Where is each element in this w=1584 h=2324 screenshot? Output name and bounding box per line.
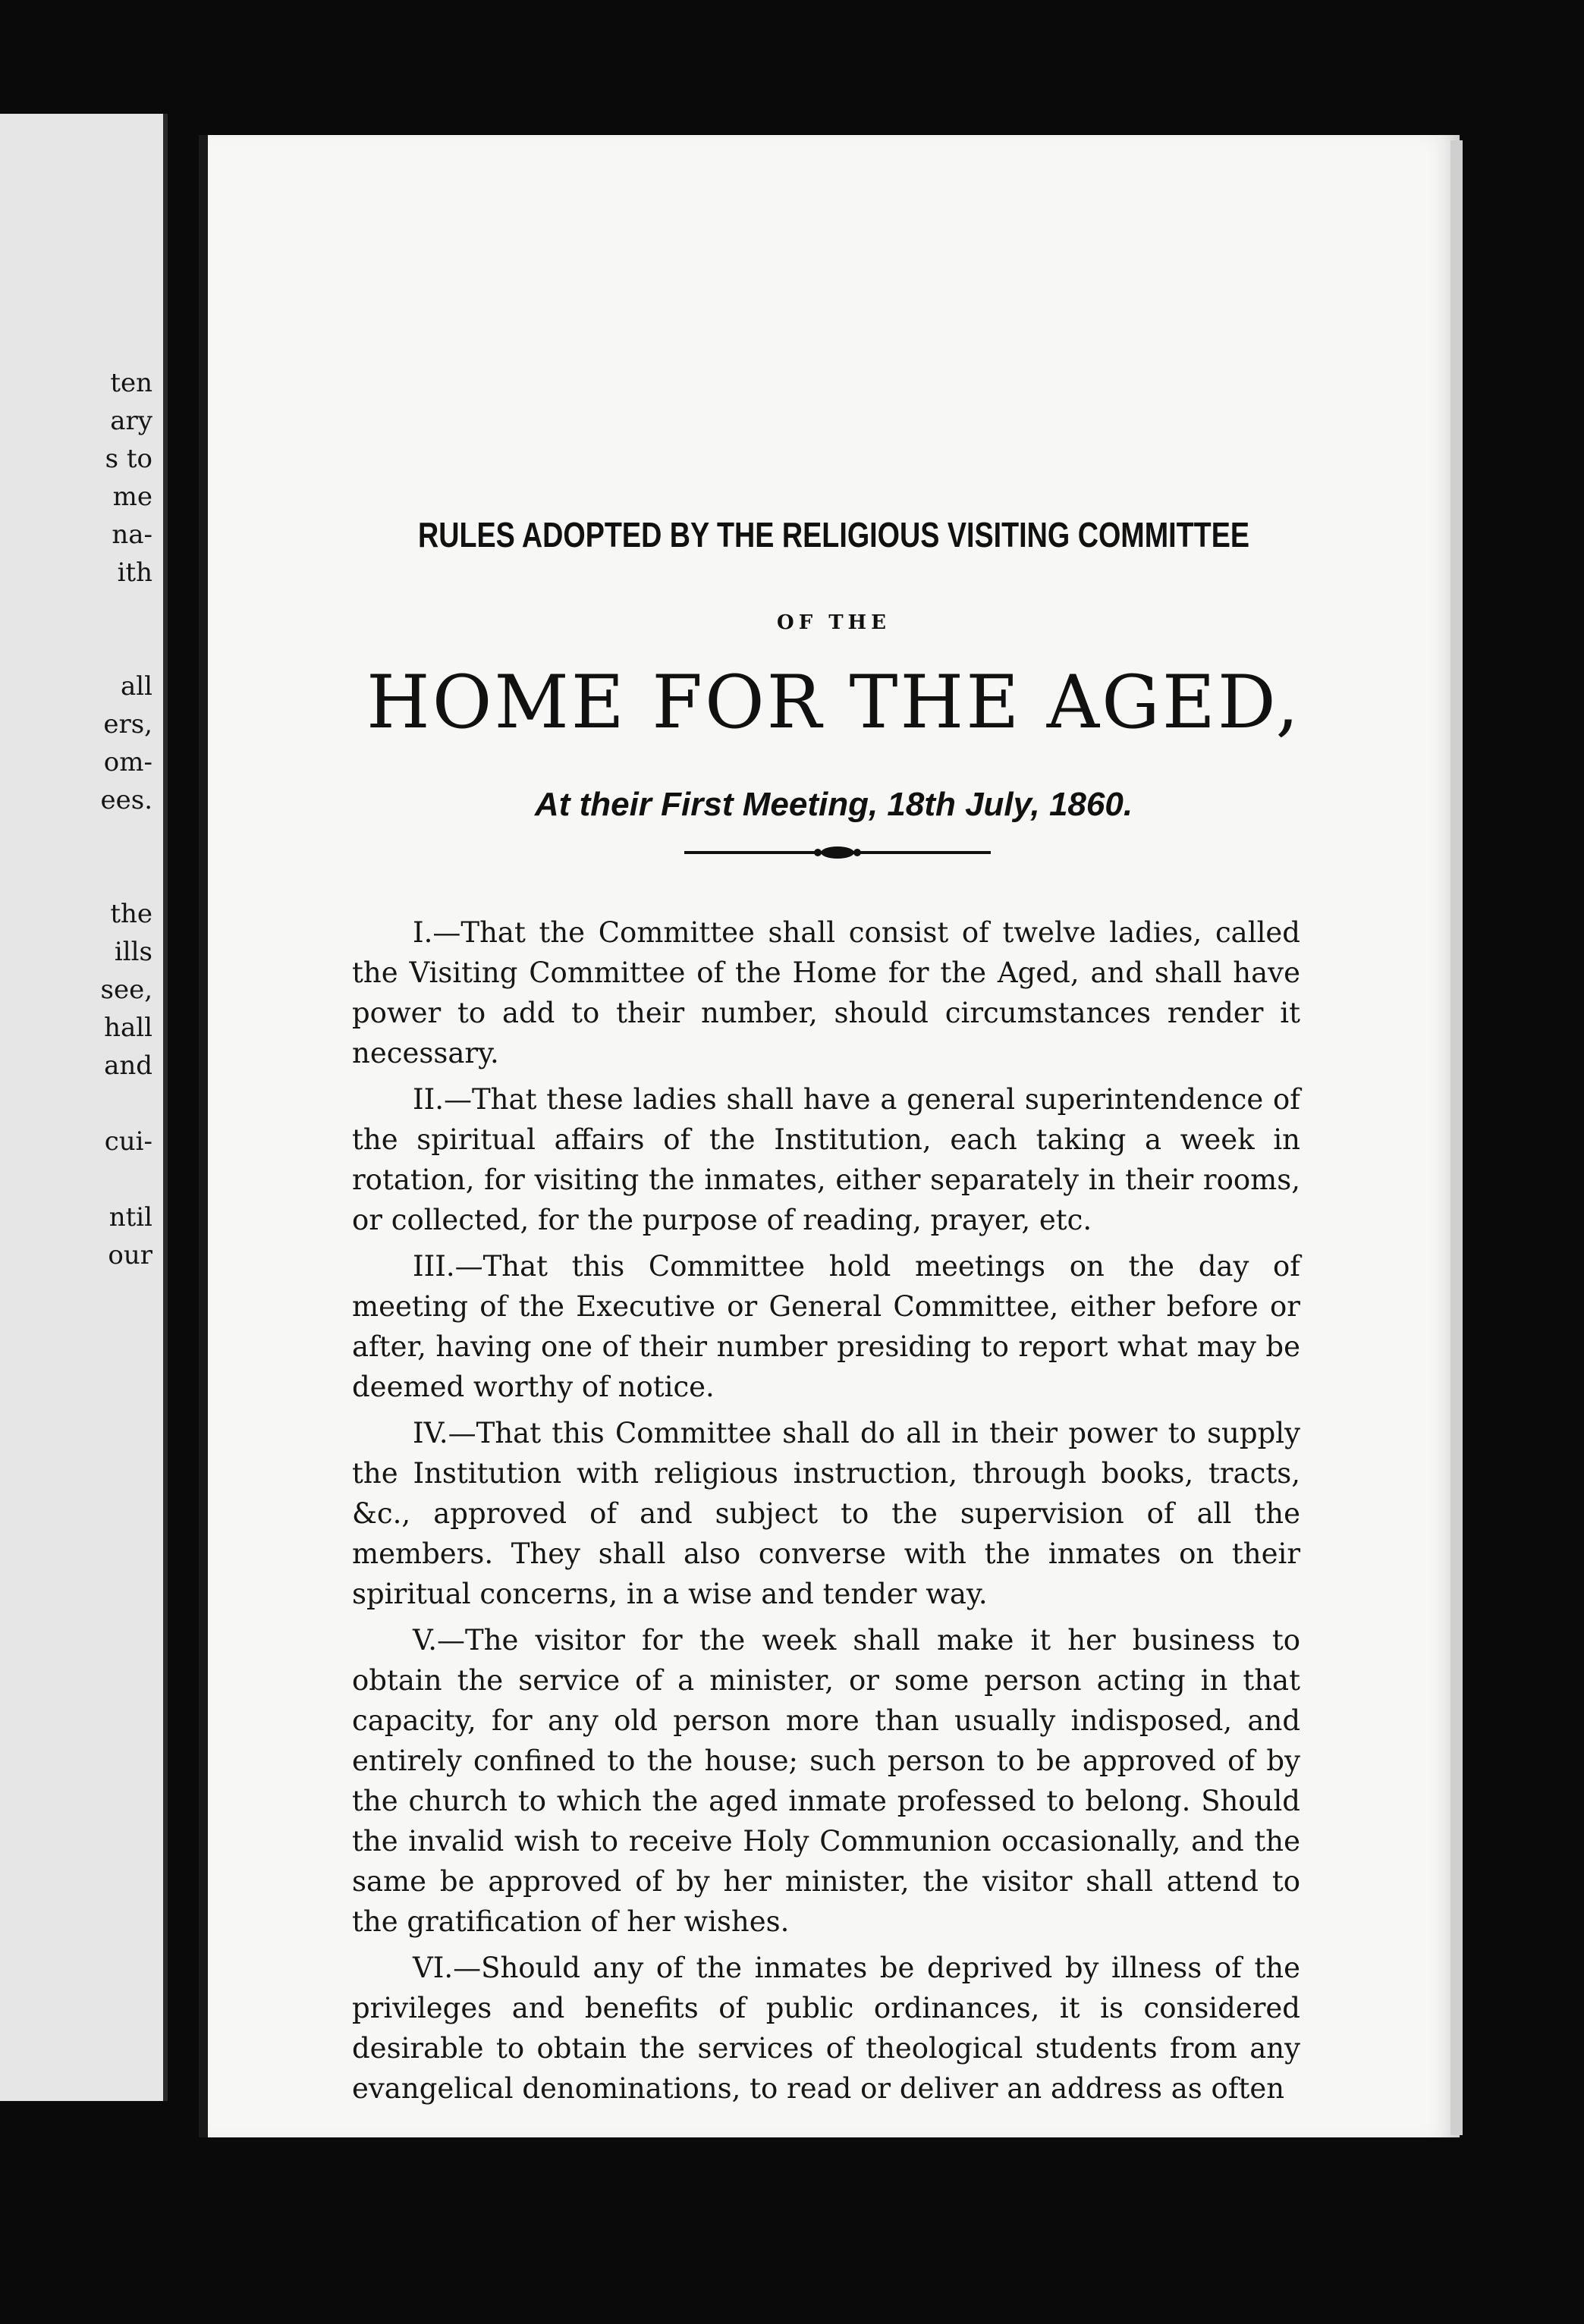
- rule-text: —Should any of the inmates be deprived by illness of the privileges and benefits of public ordinances, it is considered desirable to obtain the services of theological students from any evangelical denominations, to read or deliver an address as often: [352, 1952, 1300, 2105]
- rule-paragraph: [352, 1620, 1300, 1942]
- facing-page-fragment: hall: [104, 1013, 152, 1043]
- facing-page-fragment: ees.: [100, 785, 152, 815]
- rule-number: IV.: [413, 1417, 448, 1449]
- facing-page-fragment: [101, 1160, 153, 1198]
- document-of-the: OF THE: [777, 611, 891, 634]
- rule-paragraph: [352, 1079, 1300, 1240]
- facing-page-fragment: ith: [117, 557, 152, 588]
- rule-text: —That this Committee shall do all in their power to supply the Institution with religious instruction, through books, tracts, &c., approved of and subject to the supervision of all the members. They shall also converse with the inmates on their spiritual concerns, in a wise and tender way.: [352, 1417, 1300, 1610]
- facing-page-text-fragments: [101, 364, 153, 1274]
- facing-page-fragment: [101, 630, 153, 667]
- facing-page-fragment: om-: [103, 747, 152, 777]
- document-heading: RULES ADOPTED BY THE RELIGIOUS VISITING COMMITTEE: [417, 515, 1250, 554]
- ornament-divider: [684, 845, 991, 860]
- document-title: HOME FOR THE AGED,: [366, 660, 1301, 745]
- rule-text: —That the Committee shall consist of twelve ladies, called the Visiting Committee of the Home for the Aged, and shall have power to add to their number, should circumstances render it necessary.: [352, 916, 1300, 1069]
- rule-paragraph: [352, 1413, 1300, 1614]
- facing-page-fragment: [101, 819, 153, 857]
- facing-page-fragment: all: [120, 671, 152, 702]
- document-subtitle: At their First Meeting, 18th July, 1860.: [534, 786, 1133, 823]
- facing-page-fragment: ers,: [103, 709, 152, 740]
- rule-number: V.: [413, 1624, 438, 1657]
- facing-page: [0, 114, 168, 2101]
- rule-text: —That these ladies shall have a general superintendence of the spiritual affairs of the Institution, each taking a week in rotation, for visiting the inmates, either separately in their rooms, or collected, for the purpose of reading, prayer, etc.: [352, 1083, 1300, 1236]
- facing-page-fragment: na-: [112, 520, 152, 550]
- rule-text: —The visitor for the week shall make it her business to obtain the service of a minister, or some person acting in that capacity, for any old person more than usually indisposed, and entirely confined to the house; such person to be approved of by the church to which the aged inmate professed to belong. Should the invalid wish to receive Holy Communion occasionally, and the same be approved of by her minister, the visitor shall attend to the gratification of her wishes.: [352, 1624, 1300, 1938]
- rule-number: VI.: [413, 1952, 454, 1984]
- facing-page-fragment: our: [108, 1240, 152, 1270]
- facing-page-fragment: ills: [114, 937, 152, 967]
- rule-number: I.: [413, 916, 433, 949]
- facing-page-fragment: [101, 1085, 153, 1123]
- rule-text: —That this Committee hold meetings on the day of meeting of the Executive or General Committee, either before or after, having one of their number presiding to report what may be deemed worthy of notice.: [352, 1250, 1300, 1403]
- facing-page-fragment: see,: [100, 975, 152, 1005]
- facing-page-fragment: [101, 857, 153, 895]
- facing-page-fragment: ntil: [108, 1202, 152, 1233]
- rule-number: III.: [413, 1250, 455, 1283]
- document-page: [199, 135, 1460, 2137]
- facing-page-fragment: ary: [110, 406, 152, 436]
- facing-page-fragment: s to: [105, 444, 152, 474]
- facing-page-fragment: the: [110, 899, 152, 929]
- rule-number: II.: [413, 1083, 444, 1116]
- facing-page-fragment: and: [104, 1051, 152, 1081]
- rule-paragraph: [352, 1948, 1300, 2109]
- rule-paragraph: [352, 1246, 1300, 1407]
- rules-list: [352, 912, 1300, 2115]
- facing-page-fragment: ten: [110, 368, 152, 398]
- facing-page-fragment: me: [112, 482, 152, 512]
- page-edge: [1450, 140, 1463, 2135]
- facing-page-fragment: [101, 592, 153, 630]
- facing-page-fragment: cui-: [104, 1126, 152, 1157]
- rule-paragraph: [352, 912, 1300, 1073]
